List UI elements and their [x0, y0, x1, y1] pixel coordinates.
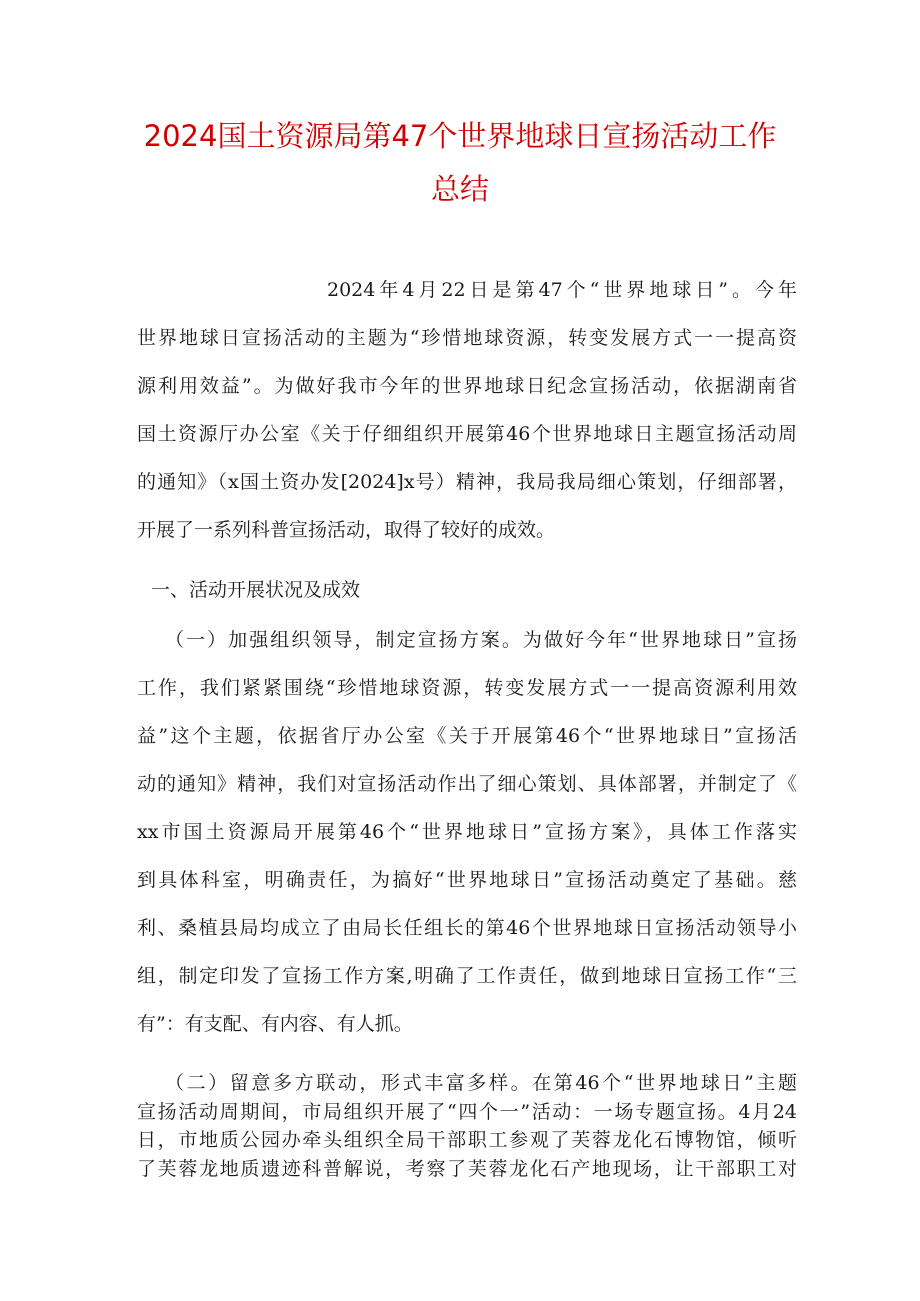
section-1-heading: 一、活动开展状况及成效 [151, 579, 361, 601]
subsection-1-line: 工作，我们紧紧围绕“珍惜地球资源，转变发展方式一一提高资源利用效 [137, 677, 797, 699]
intro-line: 源利用效益”。为做好我市今年的世界地球日纪念宣扬活动，依据湖南省 [137, 375, 797, 397]
subsection-1-line: 有”：有支配、有内容、有人抓。 [137, 1013, 413, 1035]
subsection-2-line: 了芙蓉龙地质遗迹科普解说，考察了芙蓉龙化石产地现场，让干部职工对 [137, 1157, 797, 1180]
subsection-1-line: 到具体科室，明确责任，为搞好“世界地球日”宣扬活动奠定了基础。慈 [137, 869, 797, 891]
section-1-heading-block [137, 566, 797, 614]
intro-line: 2024年4月22日是第47个“世界地球日”。今年 [327, 279, 797, 301]
subsection-1-line: 组，制定印发了宣扬工作方案,明确了工作责任，做到地球日宣扬工作“三 [137, 965, 797, 987]
intro-line: 开展了一系列科普宣扬活动，取得了较好的成效。 [137, 519, 556, 541]
subsection-2-line: 宣扬活动周期间，市局组织开展了“四个一”活动：一场专题宣扬。4月24 [137, 1100, 797, 1123]
subsection-1-line: 利、桑植县局均成立了由局长任组长的第46个世界地球日宣扬活动领导小 [137, 917, 797, 939]
document-title-line-1: 2024国土资源局第47个世界地球日宣扬活动工作 [143, 119, 777, 153]
intro-line: 的通知》（x国土资办发[2024]x号）精神，我局我局细心策划，仔细部署， [137, 471, 797, 493]
subsection-2-line: 日，市地质公园办牵头组织全局干部职工参观了芙蓉龙化石博物馆，倾听 [137, 1129, 797, 1151]
subsection-1-line: 动的通知》精神，我们对宣扬活动作出了细心策划、具体部署，并制定了《 [137, 773, 797, 795]
subsection-1-line: xx市国土资源局开展第46个“世界地球日”宣扬方案》，具体工作落实 [137, 821, 797, 843]
intro-paragraph [137, 266, 797, 554]
subsection-1-line: （一）加强组织领导，制定宣扬方案。为做好今年“世界地球日”宣扬 [165, 629, 797, 651]
subsection-1-paragraph [137, 616, 797, 1048]
document-title-line-2: 总结 [430, 172, 489, 206]
subsection-2-line: （二）留意多方联动，形式丰富多样。在第46个“世界地球日”主题 [165, 1072, 797, 1094]
subsection-1-line: 益”这个主题，依据省厅办公室《关于开展第46个“世界地球日”宣扬活 [137, 725, 797, 747]
intro-line: 国土资源厅办公室《关于仔细组织开展第46个世界地球日主题宣扬活动周 [137, 423, 797, 445]
intro-line: 世界地球日宣扬活动的主题为“珍惜地球资源，转变发展方式一一提高资 [137, 327, 797, 349]
subsection-2-paragraph [137, 1069, 797, 1183]
